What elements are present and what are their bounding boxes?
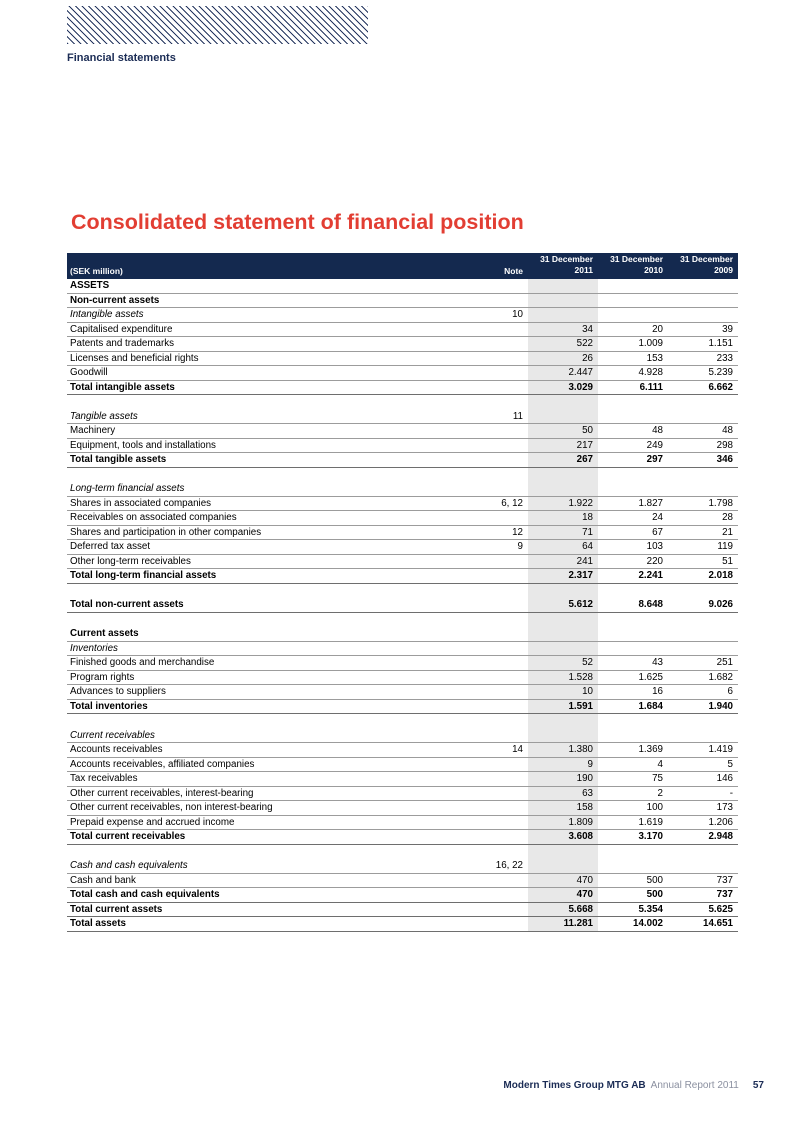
value-2011: 52: [528, 656, 598, 670]
header-date-line-2010: 31 December: [610, 253, 663, 264]
table-row: [67, 294, 738, 309]
table-row: [67, 772, 738, 787]
table-header-row: [67, 253, 738, 279]
table-row: [67, 526, 738, 541]
value-2009: 1.682: [708, 671, 733, 683]
value-2011: 11.281: [528, 917, 598, 931]
value-2010: 3.170: [638, 831, 663, 843]
row-label: Total cash and cash equivalents: [70, 889, 220, 901]
value-2011: 5.668: [528, 903, 598, 917]
value-2011: [528, 468, 598, 483]
value-2010: 1.369: [638, 744, 663, 756]
value-2010: 75: [652, 773, 663, 785]
table-row: [67, 700, 738, 715]
value-2009: -: [729, 787, 733, 799]
row-label: Long-term financial assets: [70, 483, 185, 495]
row-label: Other current receivables, interest-bearing: [70, 787, 254, 799]
value-2011: 2.317: [528, 569, 598, 583]
header-31-december-2009: [668, 254, 738, 276]
value-2009: 51: [722, 555, 733, 567]
value-2011: 1.528: [528, 671, 598, 685]
row-label: Prepaid expense and accrued income: [70, 816, 235, 828]
value-2011: 470: [528, 874, 598, 888]
value-2011: [528, 279, 598, 293]
table-row: [67, 656, 738, 671]
value-2009: 346: [716, 454, 733, 466]
value-2010: 220: [646, 555, 663, 567]
value-2011: [528, 395, 598, 410]
value-2010: 4.928: [638, 367, 663, 379]
value-2010: 2: [657, 787, 663, 799]
row-label: Total long-term financial assets: [70, 570, 217, 582]
value-2010: 500: [646, 874, 663, 886]
value-2009: 39: [722, 323, 733, 335]
table-row: [67, 598, 738, 613]
row-note: 12: [512, 526, 523, 538]
value-2010: 1.009: [638, 338, 663, 350]
table-row: [67, 279, 738, 294]
value-2009: 2.018: [708, 570, 733, 582]
table-row: [67, 903, 738, 918]
table-row: [67, 439, 738, 454]
section-eyebrow: Financial statements: [67, 52, 176, 64]
row-note: 14: [512, 744, 523, 756]
page-footer: [503, 1080, 764, 1091]
row-label: Non-current assets: [70, 294, 160, 306]
table-row: [67, 888, 738, 903]
value-2009: 119: [717, 541, 733, 553]
value-2010: 8.648: [638, 599, 663, 611]
row-label: Accounts receivables, affiliated companies: [70, 758, 255, 770]
value-2011: 10: [528, 685, 598, 699]
value-2009: 1.940: [708, 700, 733, 712]
row-label: Total inventories: [70, 700, 148, 712]
header-note: Note: [504, 266, 523, 276]
value-2010: 1.684: [638, 700, 663, 712]
table-row: [67, 381, 738, 396]
row-label: Receivables on associated companies: [70, 512, 237, 524]
value-2009: 146: [716, 773, 733, 785]
value-2009: 1.798: [708, 497, 733, 509]
row-note: 6, 12: [501, 497, 523, 509]
table-row: [67, 671, 738, 686]
value-2011: 1.380: [528, 743, 598, 757]
value-2011: 1.809: [528, 816, 598, 830]
row-label: Current assets: [70, 628, 139, 640]
row-label: Tangible assets: [70, 410, 138, 422]
row-label: Tax receivables: [70, 773, 138, 785]
value-2011: 1.591: [528, 700, 598, 714]
value-2011: 34: [528, 323, 598, 337]
spacer-row: [67, 845, 738, 860]
value-2011: 64: [528, 540, 598, 554]
value-2010: 100: [646, 802, 663, 814]
row-label: Deferred tax asset: [70, 541, 151, 553]
value-2009: 233: [716, 352, 733, 364]
value-2009: 6.662: [708, 381, 733, 393]
table-row: [67, 917, 738, 932]
value-2009: 14.651: [703, 918, 733, 930]
row-label: Patents and trademarks: [70, 338, 175, 350]
value-2009: 737: [716, 889, 733, 901]
value-2011: [528, 859, 598, 873]
table-row: [67, 511, 738, 526]
table-row: [67, 743, 738, 758]
table-row: [67, 555, 738, 570]
row-note: 9: [517, 541, 523, 553]
table-row: [67, 801, 738, 816]
value-2010: 16: [652, 686, 663, 698]
table-row: [67, 337, 738, 352]
value-2011: 71: [528, 526, 598, 540]
value-2010: 1.619: [638, 816, 663, 828]
table-row: [67, 642, 738, 657]
table-row: [67, 729, 738, 744]
value-2009: 298: [716, 439, 733, 451]
row-label: Total assets: [70, 918, 126, 930]
value-2009: 5: [727, 758, 733, 770]
header-date-line-2011: 31 December: [540, 253, 593, 264]
value-2010: 48: [652, 425, 663, 437]
row-label: Other long-term receivables: [70, 555, 191, 567]
row-note: 16, 22: [495, 860, 523, 872]
table-row: [67, 410, 738, 425]
page-title: Consolidated statement of financial position: [71, 210, 524, 234]
table-row: [67, 569, 738, 584]
value-2010: 249: [646, 439, 663, 451]
table-row: [67, 830, 738, 845]
table-row: [67, 482, 738, 497]
value-2011: 5.612: [528, 598, 598, 612]
spacer-row: [67, 584, 738, 599]
value-2011: 18: [528, 511, 598, 525]
value-2009: 5.239: [708, 367, 733, 379]
value-2011: 217: [528, 439, 598, 453]
value-2010: 67: [652, 526, 663, 538]
table-row: [67, 859, 738, 874]
table-row: [67, 758, 738, 773]
value-2010: 20: [652, 323, 663, 335]
value-2011: 3.608: [528, 830, 598, 844]
footer-company: Modern Times Group MTG AB: [503, 1080, 646, 1091]
row-label: Equipment, tools and installations: [70, 439, 216, 451]
table-row: [67, 816, 738, 831]
spacer-row: [67, 714, 738, 729]
value-2011: 158: [528, 801, 598, 815]
row-label: Program rights: [70, 671, 135, 683]
value-2011: 63: [528, 787, 598, 801]
value-2011: 522: [528, 337, 598, 351]
value-2010: 24: [652, 512, 663, 524]
row-label: Shares and participation in other companies: [70, 526, 262, 538]
row-label: Cash and cash equivalents: [70, 860, 188, 872]
footer-report-title: Annual Report 2011: [650, 1080, 739, 1091]
value-2009: 1.419: [708, 744, 733, 756]
value-2011: 9: [528, 758, 598, 772]
value-2010: 1.625: [638, 671, 663, 683]
value-2011: 267: [528, 453, 598, 467]
value-2009: 5.625: [708, 903, 733, 915]
value-2011: [528, 410, 598, 424]
header-31-december-2011: [528, 254, 598, 276]
value-2010: 6.111: [639, 381, 663, 393]
value-2010: 43: [652, 657, 663, 669]
row-label: Goodwill: [70, 367, 108, 379]
value-2009: 6: [727, 686, 733, 698]
header-sek-million: (SEK million): [70, 266, 123, 276]
value-2009: 2.948: [708, 831, 733, 843]
value-2009: 48: [722, 425, 733, 437]
value-2011: 26: [528, 352, 598, 366]
row-label: Inventories: [70, 642, 118, 654]
value-2009: 9.026: [708, 599, 733, 611]
value-2011: 1.922: [528, 497, 598, 511]
value-2011: 470: [528, 888, 598, 902]
decorative-hatch-pattern: [67, 6, 368, 44]
row-label: Licenses and beneficial rights: [70, 352, 199, 364]
value-2009: 737: [716, 874, 733, 886]
value-2011: 2.447: [528, 366, 598, 380]
spacer-row: [67, 613, 738, 628]
table-row: [67, 308, 738, 323]
value-2009: 1.151: [708, 338, 733, 350]
row-label: Cash and bank: [70, 874, 136, 886]
table-row: [67, 453, 738, 468]
value-2011: [528, 584, 598, 599]
table-row: [67, 540, 738, 555]
value-2009: 21: [722, 526, 733, 538]
row-label: Accounts receivables: [70, 744, 163, 756]
row-note: 10: [512, 309, 523, 321]
header-year-2011: 2011: [574, 264, 593, 275]
row-label: Capitalised expenditure: [70, 323, 173, 335]
row-label: Other current receivables, non interest-bearing: [70, 802, 273, 814]
value-2011: [528, 613, 598, 628]
value-2011: [528, 845, 598, 860]
value-2010: 5.354: [638, 903, 663, 915]
row-label: Total current assets: [70, 903, 163, 915]
header-31-december-2010: [598, 254, 668, 276]
header-date-line-2009: 31 December: [680, 253, 733, 264]
value-2010: 500: [646, 889, 663, 901]
table-row: [67, 323, 738, 338]
row-label: Shares in associated companies: [70, 497, 212, 509]
value-2010: 297: [646, 454, 663, 466]
table-body: [67, 279, 738, 932]
value-2010: 153: [646, 352, 663, 364]
spacer-row: [67, 468, 738, 483]
row-label: Finished goods and merchandise: [70, 657, 215, 669]
value-2009: 173: [716, 802, 733, 814]
value-2011: [528, 627, 598, 641]
value-2011: 190: [528, 772, 598, 786]
value-2011: 241: [528, 555, 598, 569]
row-label: Current receivables: [70, 729, 155, 741]
table-row: [67, 685, 738, 700]
header-year-2010: 2010: [644, 264, 663, 275]
table-row: [67, 352, 738, 367]
spacer-row: [67, 395, 738, 410]
table-row: [67, 627, 738, 642]
value-2009: 251: [716, 657, 733, 669]
table-row: [67, 366, 738, 381]
value-2010: 103: [646, 541, 663, 553]
row-label: ASSETS: [70, 280, 110, 292]
value-2011: [528, 729, 598, 743]
value-2011: [528, 294, 598, 308]
value-2010: 4: [657, 758, 663, 770]
table-row: [67, 497, 738, 512]
value-2010: 1.827: [638, 497, 663, 509]
value-2011: [528, 482, 598, 496]
table-row: [67, 787, 738, 802]
value-2011: 50: [528, 424, 598, 438]
row-label: Total current receivables: [70, 831, 186, 843]
value-2011: [528, 714, 598, 729]
row-label: Total non-current assets: [70, 599, 184, 611]
footer-page-number: 57: [752, 1080, 764, 1091]
value-2010: 14.002: [633, 918, 663, 930]
financial-position-table: [67, 253, 738, 932]
row-label: Total intangible assets: [70, 381, 175, 393]
row-label: Total tangible assets: [70, 454, 167, 466]
row-label: Intangible assets: [70, 309, 144, 321]
table-row: [67, 424, 738, 439]
row-label: Advances to suppliers: [70, 686, 166, 698]
value-2009: 28: [722, 512, 733, 524]
row-label: Machinery: [70, 425, 116, 437]
value-2009: 1.206: [708, 816, 733, 828]
header-year-2009: 2009: [714, 264, 733, 275]
value-2011: [528, 642, 598, 656]
table-row: [67, 874, 738, 889]
value-2011: [528, 308, 598, 322]
value-2010: 2.241: [638, 570, 663, 582]
row-note: 11: [512, 410, 523, 422]
value-2011: 3.029: [528, 381, 598, 395]
